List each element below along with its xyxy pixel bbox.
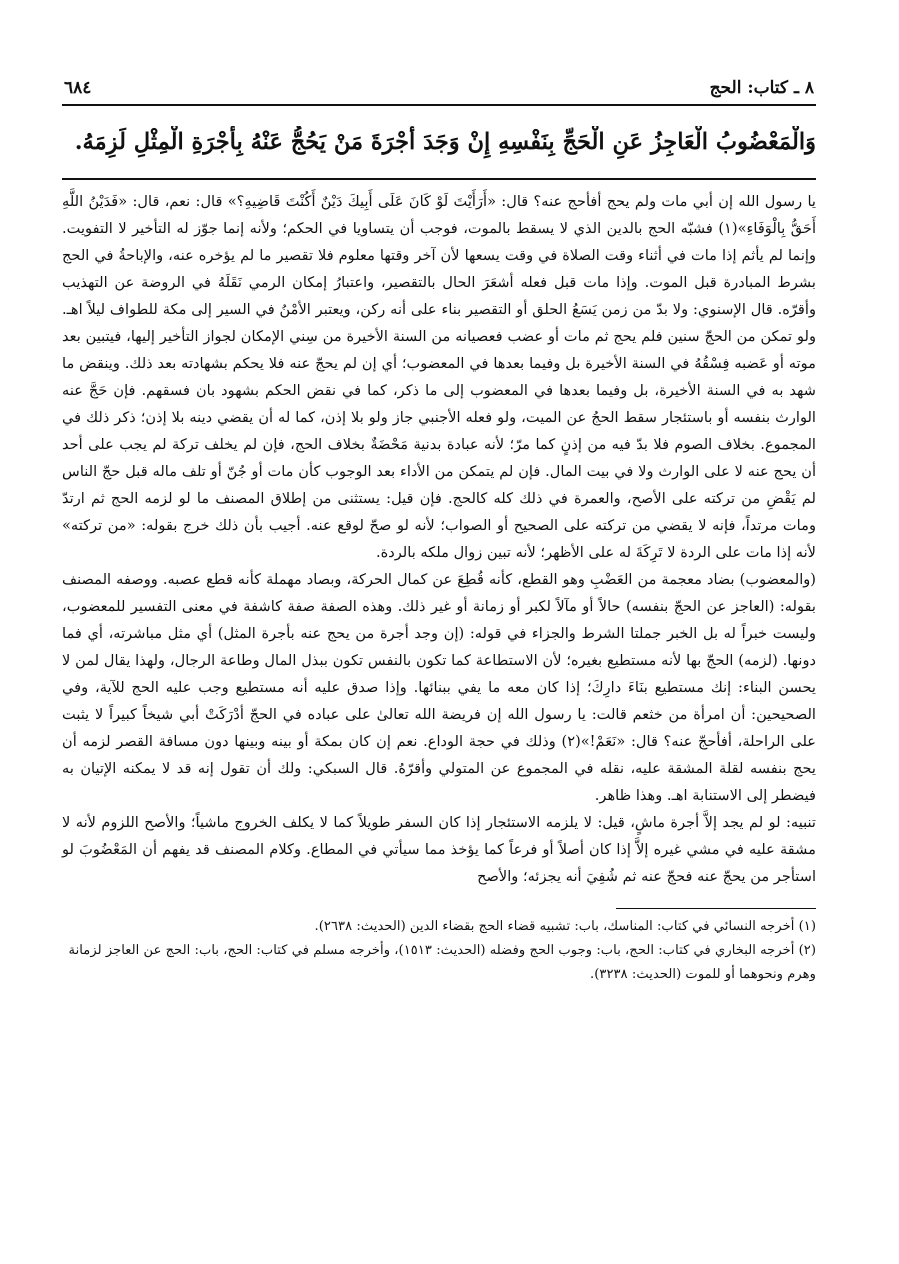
book-page	[62, 78, 816, 987]
page-header	[62, 78, 816, 106]
matn-separator	[62, 178, 816, 180]
footnote: (٢) أخرجه البخاري في كتاب: الحج، باب: وجوب الحج وفضله (الحديث: ١٥١٣)، وأخرجه مسلم في كتاب: الحج، باب: الحج عن العاجز لزمانة وهرم ونحوهما أو للموت (الحديث: ٣٢٣٨).	[68, 942, 816, 982]
page-number: ٦٨٤	[64, 78, 92, 98]
footnote: (١) أخرجه النسائي في كتاب: المناسك، باب: تشبيه قضاء الحج بقضاء الدين (الحديث: ٢٦٣٨).	[314, 918, 816, 934]
commentary-paragraph: (والمعضوب) بضاد معجمة من العَضْبِ وهو القطع، كأنه قُطِعَ عن كمال الحركة، وبصاد مهملة كأنه قطع عصبه. ووصفه المصنف بقوله: (العاجز عن الحجّ بنفسه) حالاً أو مآلاً لكبر أو زمانة أو غير ذلك. وهذه الصفة صفة كاشفة في معنى التفسير للمعضوب، وليست خبراً له بل الخبر جملتا الشرط والجزاء في قوله: (إن وجد أجرة من يحج عنه بأجرة المثل) أي مثل مباشرته، أي فما دونها. (لزمه) الحجّ بها لأنه مستطيع بغيره؛ لأن الاستطاعة كما تكون بالنفس تكون ببذل المال وطاعة الرجال، ولهذا يقال لمن لا يحسن البناء: إنك مستطيع بنَاءَ دارِكَ؛ إذا كان معه ما يفي ببنائها. وإذا صدق عليه أنه مستطيع وجب عليه الحج للآية، وفي الصحيحين: أن امرأة من خثعم قالت: يا رسول الله إن فريضة الله تعالىٰ على عباده في الحجّ أدْرَكَتْ أبي شيخاً كبيراً لا يثبت على الراحلة، أفأحجّ عنه؟ قال: «نَعَمْ!»(٢) وذلك في حجة الوداع. نعم إن كان بمكة أو بينه وبينها دون مسافة القصر لزمه أن يحج بنفسه لقلة المشقة عليه، نقله في المجموع عن المتولي وأقرّهُ. قال السبكي: ولك أن تقول إنه قد لا يمكنه الإتيان به فيضطر إلى الاستنابة اهـ. وهذا ظاهر.	[62, 570, 816, 804]
commentary-paragraph: يا رسول الله إن أبي مات ولم يحج أفأحج عنه؟ قال: «أَرَأَيْتَ لَوْ كَانَ عَلَى أَبِيكَ دَيْنٌ أَكُنْتَ قَاضِيهِ؟» قال: نعم، قال: «فَدَيْنُ اللَّهِ أَحَقُّ بِالْوَفَاءِ»(١) فشبّه الحج بالدين الذي لا يسقط بالموت، فوجب أن يتساويا في الحكم؛ ولأنه إنما جوّز له التأخير لا التفويت. وإنما لم يأثم إذا مات في أثناء وقت الصلاة في وقت يسعها لأن آخر وقتها معلوم فلا تقصير ما لم يؤخره عنه، والإباحةُ في الحج بشرط المبادرة قبل الموت. وإذا مات قبل فعله أشعَرَ الحال بالتقصير، واعتبارُ إمكان الرمي نَقَلَهُ في الروضة عن التهذيب وأقرّه. قال الإسنوي: ولا بدّ من زمن يَسَعُ الحلق أو التقصير بناء على أنه ركن، ويعتبر الأمْنُ في السير إلى مكة للطواف ليلاً اهـ. ولو تمكن من الحجّ سنين فلم يحج ثم مات أو عضب فعصيانه من السنة الأخيرة من سِني الإمكان لجواز التأخير إليها، فيتبين بعد موته أو عَضبه فِسْقُهُ في السنة الأخيرة بل وفيما بعدها في المعضوب؛ أي إن لم يحجّ عنه فلا يحكم بشهادته بعد ذلك. وينقض ما شهد به في السنة الأخيرة، بل وفيما بعدها في المعضوب إلى ما ذكر، كما في نقض الحكم بشهود بان فسقهم. فإن حَجَّ عنه الوارث بنفسه أو باستئجار سقط الحجُ عن الميت، ولو فعله الأجنبي جاز ولو بلا إذن، كما له أن يقضي دينه بلا إذن؛ ذكر ذلك في المجموع. بخلاف الصوم فلا بدّ فيه من إذنٍ كما مرّ؛ لأنه عبادة بدنية مَحْضَةٌ بخلاف الحج، فإن لم يخلف تركة لم يجب على أحد أن يحج عنه لا على الوارث ولا في بيت المال. فإن لم يتمكن من الأداء بعد الوجوب كأن مات أو جُنّ أو تلف ماله قبل حجّ الناس لم يَقْضِ من تركته على الأصح، والعمرة في ذلك كله كالحج. فإن قيل: يستثنى من إطلاق المصنف ما لو لزمه الحج ثم ارتدّ ومات مرتداً، فإنه لا يقضي من تركته على الصحيح أو الصواب؛ لأنه لو صحّ لوقع عنه. أجيب بأن ذلك خرج بقوله: «من تركته» لأنه إذا مات على الردة لا تَرِكَةَ له على الأظهر؛ لأنه تبين زوال ملكه بالردة.	[62, 192, 816, 561]
footnote-separator	[616, 908, 816, 909]
matn-text: وَالْمَعْضُوبُ الْعَاجِزُ عَنِ الْحَجِّ بِنَفْسِهِ إِنْ وَجَدَ أُجْرَةَ مَنْ يَحُجُّ عَنْهُ بِأُجْرَةِ الْمِثْلِ لَزِمَهُ.	[74, 129, 816, 155]
commentary-paragraph: تنبيه: لو لم يجد إلاَّ أجرة ماشٍ، قيل: لا يلزمه الاستئجار إذا كان السفر طويلاً كما لا يكلف الخروج ماشياً؛ والأصح اللزوم لأنه لا مشقة عليه في مشي غيره إلاَّ إذا كان أصلاً أو فرعاً كما يؤخذ مما سيأتي في المطاع. وكلام المصنف قد يفهم أن المَعْضُوبَ لو استأجر من يحجّ عنه فحجّ عنه ثم شُفِيَ أنه يجزئه؛ والأصح	[62, 813, 816, 885]
footnotes	[62, 915, 816, 987]
chapter-title: ٨ ـ كتاب: الحج	[709, 78, 814, 98]
commentary-body	[62, 188, 816, 890]
